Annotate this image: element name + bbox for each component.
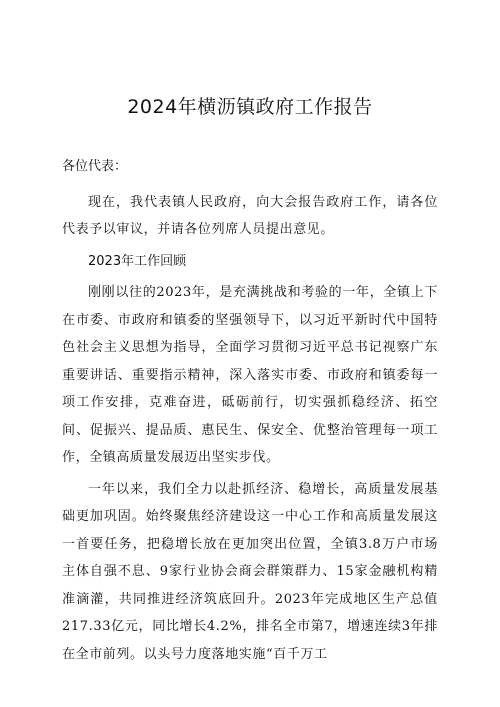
intro-paragraph: 现在，我代表镇人民政府，向大会报告政府工作，请各位代表予以审议，并请各位列席人员提出意见。 xyxy=(62,194,438,237)
salutation: 各位代表： xyxy=(62,159,128,174)
body-paragraph: 刚刚以往的2023年，是充满挑战和考验的一年，全镇上下在市委、市政府和镇委的坚强领导下，以习近平新时代中国特色社会主义思想为指导，全面学习贯彻习近平总书记视察广东重要讲话、重要指示精神，深入落实市委、市政府和镇委每一项工作安排，克难奋进，砥砺前行，切实强抓稳经济、拓空间、促振兴、提品质、惠民生、保安全、优整治管理每一项工作，全镇高质量发展迈出坚实步伐。 xyxy=(62,285,438,465)
body-paragraph: 一年以来，我们全力以赴抓经济、稳增长，高质量发展基础更加巩固。始终聚焦经济建设这一中心工作和高质量发展这一首要任务，把稳增长放在更加突出位置，全镇3.8万户市场主体自强不息、9家行业协会商会群策群力、15家金融机构精准滴灌，共同推进经济筑底回升。2023年完成地区生产总值217.33亿元，同比增长4.2%，排名全市第7，增速连续3年排在全市前列。以头号力度落地实施“百千万工 xyxy=(62,481,438,662)
document-title: 2024年横沥镇政府工作报告 xyxy=(127,96,373,118)
section-heading: 2023年工作回顾 xyxy=(88,253,187,269)
